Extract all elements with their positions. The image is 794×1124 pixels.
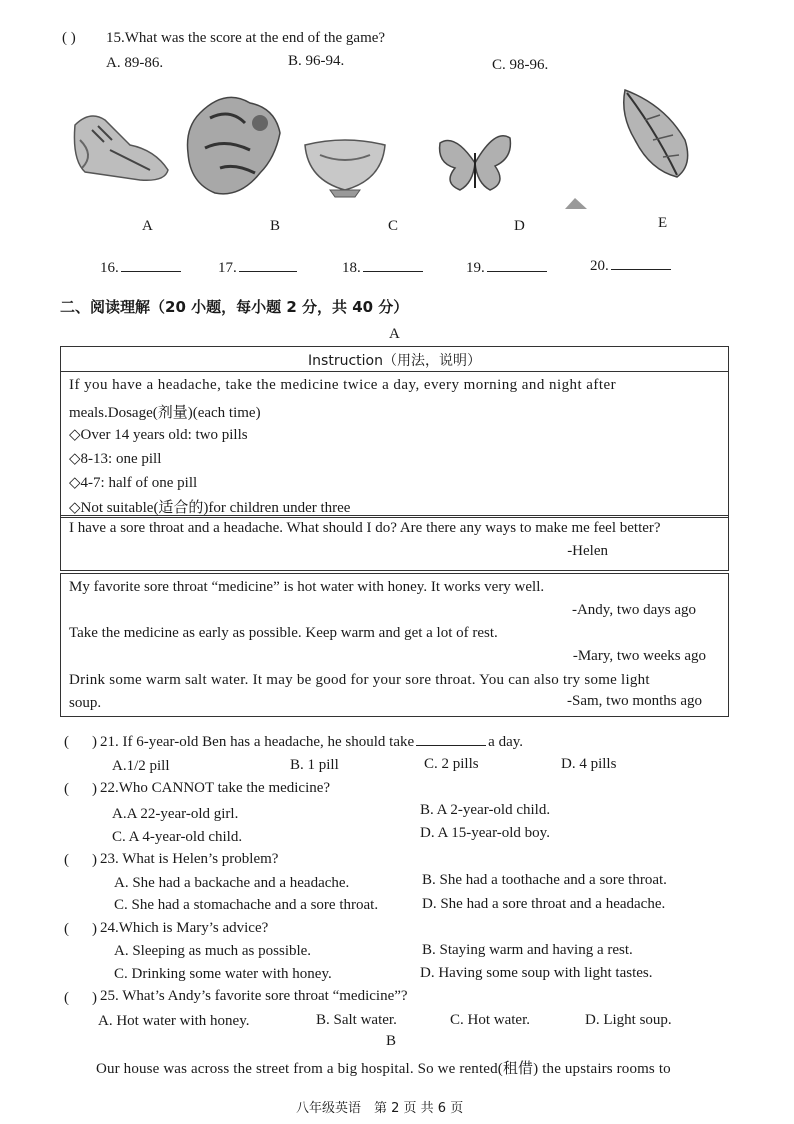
blank-18[interactable] [342, 260, 423, 277]
blank-17-number: 17. [218, 260, 237, 276]
q22-paren-open: ( [64, 781, 69, 797]
replies-box [60, 573, 729, 717]
sam-sign: -Sam, two months ago [567, 693, 702, 709]
q22-option-a: A.A 22-year-old girl. [112, 806, 239, 822]
q25-stem: 25. What’s Andy’s favorite sore throat “medicine”? [100, 988, 408, 1004]
instruction-title: Instruction（用法，说明） [308, 353, 481, 369]
q24-paren-open: ( [64, 921, 69, 937]
q25-option-c: C. Hot water. [450, 1012, 530, 1028]
blank-18-number: 18. [342, 260, 361, 276]
blank-19-number: 19. [466, 260, 485, 276]
instruction-line2: meals.Dosage(剂量)(each time) [69, 405, 261, 421]
blank-20-number: 20. [590, 258, 609, 274]
sneaker-icon [70, 100, 175, 185]
q21-paren-close: ) [92, 734, 97, 750]
q25-paren-close: ) [92, 990, 97, 1006]
q25-paren-open: ( [64, 990, 69, 1006]
mary-sign: -Mary, two weeks ago [572, 648, 706, 664]
q24-option-d: D. Having some soup with light tastes. [420, 965, 653, 981]
helen-sign: -Helen [567, 543, 608, 559]
q24-stem: 24.Which is Mary’s advice? [100, 920, 269, 936]
helen-box [60, 515, 729, 571]
dosage-over14: ◇Over 14 years old: two pills [69, 427, 248, 443]
andy-reply: My favorite sore throat “medicine” is hot water with honey. It works very well. [69, 579, 545, 595]
q24-option-c: C. Drinking some water with honey. [114, 966, 332, 982]
dosage-4-7: ◇4-7: half of one pill [69, 475, 198, 491]
dosage-8-13: ◇8-13: one pill [69, 451, 162, 467]
leaf-icon [615, 85, 695, 180]
q21-option-a: A.1/2 pill [112, 758, 170, 774]
q21-paren-open: ( [64, 734, 69, 750]
q21-stem [100, 734, 523, 751]
q23-paren-open: ( [64, 852, 69, 868]
andy-sign: -Andy, two days ago [571, 602, 696, 618]
q23-option-a: A. She had a backache and a headache. [114, 875, 350, 891]
bowl-icon [300, 125, 390, 200]
q15-option-a: A. 89-86. [106, 55, 164, 71]
q21-option-d: D. 4 pills [561, 756, 617, 772]
q25-option-a: A. Hot water with honey. [98, 1013, 250, 1029]
blank-19[interactable] [466, 260, 547, 277]
q22-paren-close: ) [92, 781, 97, 797]
mary-reply: Take the medicine as early as possible. Keep warm and get a lot of rest. [69, 625, 498, 641]
sam-reply-line1 [69, 672, 720, 689]
q24-paren-close: ) [92, 921, 97, 937]
section-heading: 二、阅读理解（20 小题，每小题 2 分，共 40 分） [60, 298, 409, 316]
q21-option-c: C. 2 pills [424, 756, 479, 772]
helen-text: I have a sore throat and a headache. What should I do? Are there any ways to make me feel better? [69, 520, 661, 536]
instruction-line1-text: If you have a headache, take the medicine twice a day, every morning and night after [69, 377, 617, 393]
blank-16[interactable] [100, 260, 181, 277]
blank-20[interactable] [590, 258, 671, 275]
q21-stem-text: 21. If 6-year-old Ben has a headache, he should take [100, 734, 415, 750]
small-mark-icon [563, 195, 589, 213]
q15-option-b: B. 96-94. [288, 53, 345, 69]
q22-option-b: B. A 2-year-old child. [420, 802, 551, 818]
passage-a-label: A [389, 326, 400, 342]
q25-option-b: B. Salt water. [316, 1012, 397, 1028]
q23-paren-close: ) [92, 852, 97, 868]
sam-reply-line1-text: Drink some warm salt water. It may be good for your sore throat. You can also try some light [69, 672, 650, 688]
picture-label-e: E [658, 215, 668, 231]
bird-icon [180, 88, 290, 208]
sam-reply-line2: soup. [69, 695, 102, 711]
passage-b-label: B [386, 1033, 397, 1049]
q22-option-d: D. A 15-year-old boy. [420, 825, 550, 841]
q15-question: 15.What was the score at the end of the game? [106, 30, 386, 46]
q22-stem: 22.Who CANNOT take the medicine? [100, 780, 331, 796]
instruction-box [60, 346, 729, 518]
page-footer: 八年级英语 第 2 页 共 6 页 [296, 1101, 464, 1116]
q23-option-c: C. She had a stomachache and a sore throat. [114, 897, 379, 913]
picture-label-a: A [142, 218, 153, 234]
q21-option-b: B. 1 pill [290, 757, 339, 773]
dosage-not-suitable: ◇Not suitable(适合的)for children under three [69, 500, 351, 516]
blank-17[interactable] [218, 260, 297, 277]
picture-label-b: B [270, 218, 281, 234]
blank-16-number: 16. [100, 260, 119, 276]
picture-label-c: C [388, 218, 399, 234]
butterfly-icon [435, 128, 515, 198]
q23-option-d: D. She had a sore throat and a headache. [422, 896, 666, 912]
q21-blank[interactable] [416, 745, 486, 746]
q23-option-b: B. She had a toothache and a sore throat. [422, 872, 667, 888]
q21-stem-after: a day. [488, 734, 524, 750]
q15-option-c: C. 98-96. [492, 57, 549, 73]
q15-paren: ( ) [62, 30, 76, 46]
passage-b-text: Our house was across the street from a big hospital. So we rented(租借) the upstairs rooms to [96, 1061, 671, 1077]
picture-label-d: D [514, 218, 525, 234]
q22-option-c: C. A 4-year-old child. [112, 829, 243, 845]
q25-option-d: D. Light soup. [585, 1012, 672, 1028]
q24-option-a: A. Sleeping as much as possible. [114, 943, 312, 959]
q23-stem: 23. What is Helen’s problem? [100, 851, 279, 867]
q24-option-b: B. Staying warm and having a rest. [422, 942, 633, 958]
instruction-line1 [69, 377, 720, 394]
